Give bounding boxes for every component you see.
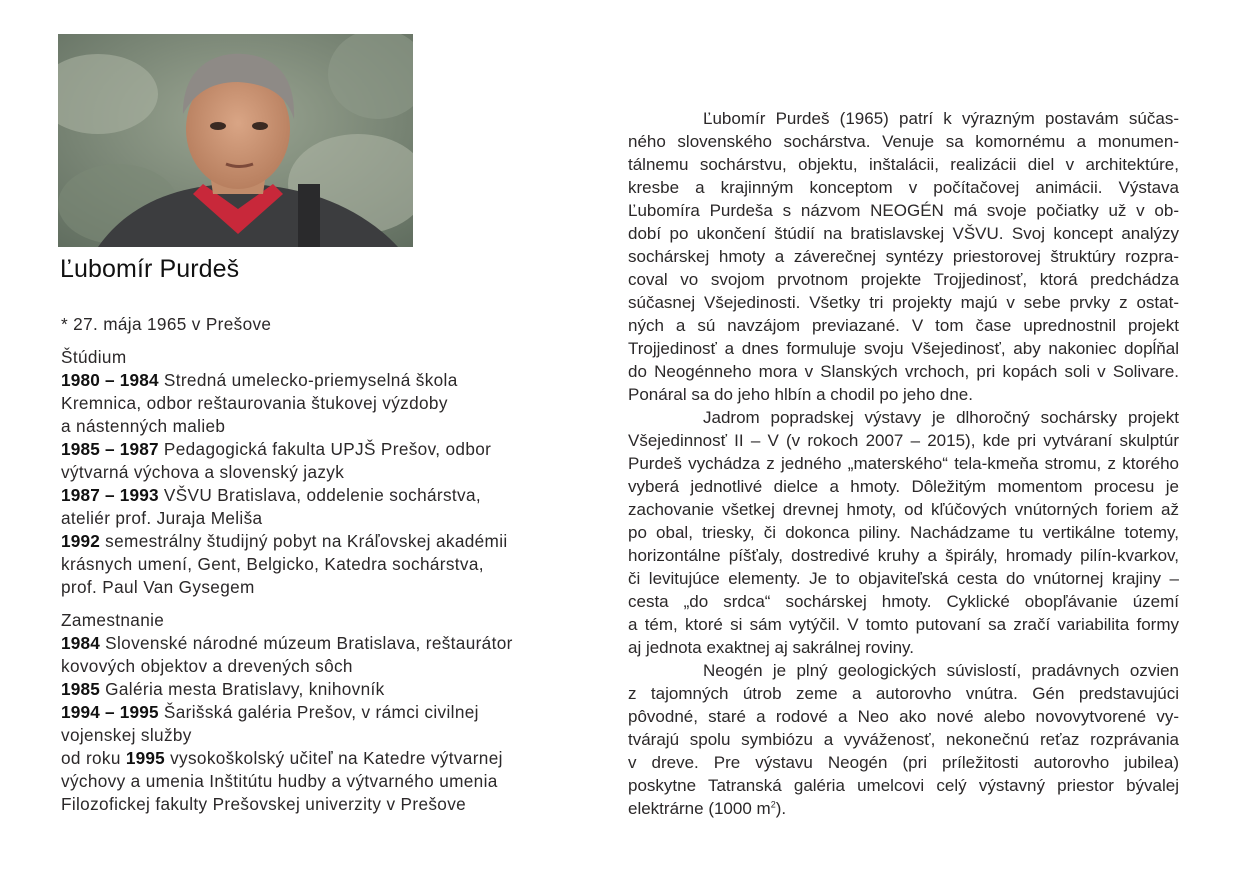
article-line-tail: ). (775, 799, 787, 818)
study-heading: Štúdium (61, 347, 127, 367)
study-entry (61, 530, 591, 599)
study-text: semestrálny študijný pobyt na Kráľovskej akadémii (100, 531, 508, 551)
article-text (628, 107, 1179, 820)
article-line: z tajomných útrob zeme a autorovho vnútra. Gén predstavujúci (628, 684, 1179, 703)
study-line (61, 415, 591, 438)
study-list (61, 369, 591, 599)
employment-line (61, 770, 591, 793)
study-text: výtvarná výchova a slovenský jazyk (61, 462, 345, 482)
study-line (61, 530, 591, 553)
article-line: či levitujúce elementy. Je to objaviteľská cesta do vnútornej krajiny – (628, 569, 1179, 588)
study-text: prof. Paul Van Gysegem (61, 577, 255, 597)
article-line: vyberá jednotlivé dielce a hmoty. Dôležitým momentom procesu je (628, 477, 1179, 496)
article-line: súčasnej Všejedinosti. Všetky tri projekty majú v sebe prvky z ostat- (628, 293, 1179, 312)
portrait-photo (58, 34, 413, 247)
article-line: v dreve. Pre výstavu Neogén (pri príležitosti autorovho jubilea) (628, 753, 1179, 772)
article-line: tálnemu sochárstvu, objektu, inštalácii, realizácii diel v architektúre, (628, 155, 1179, 174)
employment-line (61, 632, 591, 655)
study-years: 1985 – 1987 (61, 439, 159, 459)
article-line: Neogén je plný geologických súvislostí, pradávnych ozvien (703, 661, 1179, 680)
article-line: Ľubomíra Purdeša s názvom NEOGÉN má svoje počiatky už v ob- (628, 201, 1179, 220)
study-entry (61, 369, 591, 438)
article-line: aj jednota exaktnej aj sakrálnej roviny. (628, 638, 915, 657)
employment-years: 1995 (125, 748, 165, 768)
employment-entry (61, 747, 591, 816)
article-line: elektrárne (1000 $m^2$). (628, 799, 787, 818)
study-entry (61, 484, 591, 530)
employment-entry (61, 632, 591, 678)
employment-line (61, 793, 591, 816)
study-text: Stredná umelecko-priemyselná škola (158, 370, 458, 390)
employment-text: výchovy a umenia Inštitútu hudby a výtvarného umenia (61, 771, 498, 791)
study-line (61, 484, 591, 507)
article-paragraph (628, 659, 1179, 820)
study-line (61, 553, 591, 576)
study-line (61, 507, 591, 530)
superscript: 2 (770, 799, 776, 810)
employment-line (61, 724, 591, 747)
employment-heading: Zamestnanie (61, 610, 165, 630)
article-paragraph (628, 107, 1179, 406)
article-line: coval vo svojom prvotnom projekte Trojjedinosť, ktorá predchádza (628, 270, 1179, 289)
article-line: ných a sú navzájom previazané. V tom čase uprednostnil projekt (628, 316, 1179, 335)
article-line: dobí po ukončení štúdií na bratislavskej VŠVU. Svoj koncept analýzy (628, 224, 1179, 243)
study-text: Kremnica, odbor reštaurovania štukovej výzdoby (61, 393, 448, 413)
article-line: Jadrom popradskej výstavy je dlhoročný sochársky projekt (703, 408, 1179, 427)
employment-text: Šarišská galéria Prešov, v rámci civilnej (158, 702, 479, 722)
study-years: 1980 – 1984 (61, 370, 159, 390)
employment-years: 1985 (61, 679, 101, 699)
study-line (61, 576, 591, 599)
study-line (61, 369, 591, 392)
employment-text: kovových objektov a drevených sôch (61, 656, 353, 676)
employment-line (61, 678, 591, 701)
study-entry (61, 438, 591, 484)
study-years: 1987 – 1993 (61, 485, 159, 505)
article-line: zachovanie všetkej drevnej hmoty, od kľúčových vnútorných foriem až (628, 500, 1179, 519)
employment-text: Galéria mesta Bratislavy, knihovník (100, 679, 385, 699)
person-name: Ľubomír Purdeš (60, 255, 240, 283)
employment-prefix: od roku (61, 748, 126, 768)
article-line: kresbe a krajinným konceptom v počítačovej animácii. Výstava (628, 178, 1179, 197)
birth-info: * 27. mája 1965 v Prešove (61, 314, 272, 334)
employment-years: 1984 (61, 633, 101, 653)
article-paragraph (628, 406, 1179, 659)
article-line: tvárajú spolu symbiózu a vyváženosť, nekonečnú reťaz rozprávania (628, 730, 1179, 749)
employment-entry (61, 678, 591, 701)
study-text: krásnych umení, Gent, Belgicko, Katedra sochárstva, (61, 554, 484, 574)
article-line: a tém, ktoré si sám vytýčil. V tomto putovaní sa zračí variabilita formy (628, 615, 1179, 634)
article-line: do Neogénneho mora v Slanských vrchoch, pri kopách soli v Solivare. (628, 362, 1179, 381)
employment-text: vysokoškolský učiteľ na Katedre výtvarnej (164, 748, 503, 768)
biography (61, 313, 591, 816)
employment-text: vojenskej služby (61, 725, 192, 745)
study-text: VŠVU Bratislava, oddelenie sochárstva, (158, 485, 482, 505)
article-line: Ponáral sa do jeho hlbín a chodil po jeho dne. (628, 385, 973, 404)
article-line: sochárskej hmoty a záverečnej syntézy priestorovej štruktúry rozpra- (628, 247, 1179, 266)
article-line: pôvodné, staré a rodové a Neo ako nové alebo novovytvorené vy- (628, 707, 1179, 726)
employment-entry (61, 701, 591, 747)
employment-list (61, 632, 591, 816)
study-text: Pedagogická fakulta UPJŠ Prešov, odbor (158, 439, 492, 459)
article-line: ného slovenského sochárstva. Venuje sa komornému a monumen- (628, 132, 1179, 151)
study-line (61, 438, 591, 461)
study-years: 1992 (61, 531, 101, 551)
article-line: Ľubomír Purdeš (1965) patrí k výrazným postavám súčas- (703, 109, 1179, 128)
study-line (61, 392, 591, 415)
employment-line (61, 701, 591, 724)
article-line: poskytne Tatranská galéria umelcovi celý výstavný priestor bývalej (628, 776, 1179, 795)
employment-line (61, 747, 591, 770)
employment-text: Slovenské národné múzeum Bratislava, reštaurátor (100, 633, 513, 653)
article-line: Purdeš vychádza z jedného „materského“ tela-kmeňa stromu, z ktorého (628, 454, 1179, 473)
article-line: Všejedinnosť II – V (v rokoch 2007 – 2015), kde pri vytváraní skulptúr (628, 431, 1179, 450)
employment-text: Filozofickej fakulty Prešovskej univerzity v Prešove (61, 794, 467, 814)
study-text: ateliér prof. Juraja Meliša (61, 508, 263, 528)
study-line (61, 461, 591, 484)
portrait-image (58, 34, 413, 247)
article-line: cesta „do srdca“ sochárskej hmoty. Cyklické obopľávanie území (628, 592, 1179, 611)
article-line: Trojjedinosť a dnes formuluje svoju Všejedinosť, aby nakoniec dopĺňal (628, 339, 1179, 358)
study-text: a nástenných malieb (61, 416, 226, 436)
article-line: horizontálne píšťaly, dostredivé kruhy a špirály, hromady pilín-kvarkov, (628, 546, 1179, 565)
employment-years: 1994 – 1995 (61, 702, 159, 722)
employment-line (61, 655, 591, 678)
article-line: po obal, triesky, či dokonca piliny. Nachádzame tu vertikálne totemy, (628, 523, 1179, 542)
